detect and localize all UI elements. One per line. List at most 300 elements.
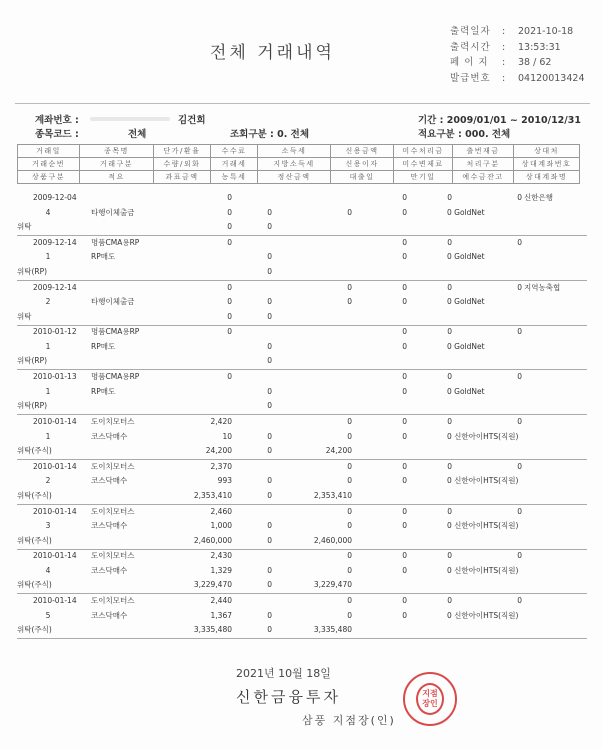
- cell-local-tax: 0: [347, 610, 352, 620]
- cell-taxable: 24,200: [205, 446, 232, 455]
- cell-type: RP매도: [91, 386, 116, 396]
- table-row: [17, 549, 587, 594]
- cell-date: 2010-01-14: [33, 461, 77, 471]
- cell-local-tax: [282, 340, 352, 354]
- cell-party-name: [524, 489, 602, 503]
- cell-credit-int: 0: [402, 252, 407, 262]
- cell-party-name: [524, 578, 602, 592]
- cell-party-name: [524, 265, 602, 279]
- cell-proc: 0 GoldNet: [447, 386, 485, 396]
- meta-issue-number: 발급번호 : 04120013424: [450, 71, 585, 87]
- cell-taxable: 2,353,410: [193, 490, 232, 500]
- cell-settle: 2,353,410: [313, 490, 352, 500]
- cell-income-tax: 0: [347, 461, 352, 471]
- cell-party-acct: [524, 340, 602, 354]
- cell-balance: [482, 534, 522, 548]
- cell-maturity: [417, 534, 452, 548]
- cell-party-name: [524, 534, 602, 548]
- cell-settle: 3,229,470: [313, 580, 352, 590]
- cell-name: 도이치모터스: [91, 417, 135, 426]
- cell-taxable: [177, 265, 232, 279]
- meta-value: 04120013424: [518, 72, 585, 84]
- cell-party: [524, 325, 602, 339]
- cell-maturity: [417, 310, 452, 324]
- cell-credit: 0: [402, 461, 407, 471]
- col-header: 미수변제료: [394, 158, 453, 171]
- cell-out: 0: [517, 506, 522, 516]
- cell-party-name: [524, 444, 602, 458]
- cell-balance: [482, 444, 522, 458]
- cell-income-tax: 0: [347, 282, 352, 292]
- cell-seq: 2: [45, 476, 51, 486]
- cell-trade-tax: 0: [267, 521, 272, 531]
- col-header: 상대처: [514, 145, 580, 158]
- header-row-3: [18, 171, 580, 184]
- cell-taxable: 3,229,470: [193, 580, 232, 590]
- meta-key: 출력일자: [450, 26, 491, 37]
- cell-income-tax: [282, 191, 352, 205]
- cell-agri-tax: 0: [267, 401, 272, 411]
- col-header: 거래세: [211, 158, 258, 171]
- cell-qty: 0: [227, 207, 232, 217]
- cell-trade-tax: 0: [267, 297, 272, 307]
- cell-agri-tax: 0: [267, 580, 272, 590]
- cell-settle: [282, 399, 352, 413]
- cell-qty: 1,000: [210, 521, 232, 531]
- cell-local-tax: 0: [347, 207, 352, 217]
- col-header: 처리구분: [453, 158, 514, 171]
- cell-agri-tax: 0: [267, 311, 272, 321]
- cell-type: 코스닥매수: [91, 565, 128, 575]
- cell-settle: [282, 265, 352, 279]
- cell-out: 0: [517, 417, 522, 426]
- cell-proc: 0 GoldNet: [447, 297, 485, 307]
- cell-qty: [177, 250, 232, 264]
- cell-name: 명품CMA용RP: [91, 372, 140, 382]
- cell-unpaid: 0: [447, 193, 452, 202]
- cell-party-name: [524, 623, 602, 637]
- cell-out: 0: [517, 596, 522, 606]
- cell-agri-tax: 0: [267, 356, 272, 366]
- cell-product: 위탁(RP): [17, 356, 48, 366]
- cell-seq: 1: [45, 386, 51, 396]
- cell-price: 2,370: [210, 461, 232, 471]
- col-header: 만기일: [394, 171, 453, 184]
- header-row-2: [18, 158, 580, 171]
- table-row: [17, 281, 587, 326]
- cell-income-tax: [282, 325, 352, 339]
- cell-unpaid: 0: [447, 551, 452, 561]
- cell-out: 0: [517, 372, 522, 382]
- cell-credit-int: 0: [402, 610, 407, 620]
- col-header: 미수처리금: [394, 145, 453, 158]
- cell-trade-tax: 0: [267, 341, 272, 351]
- col-header: 대출일: [331, 171, 394, 184]
- cell-party: [524, 415, 602, 429]
- cell-party: 지역농축협: [524, 282, 561, 292]
- summary-type: 적요구분 : 000. 전체: [418, 129, 511, 140]
- cell-product: 위탁(주식): [17, 580, 52, 590]
- cell-date: 2009-12-04: [33, 193, 77, 202]
- table-row: [17, 370, 587, 415]
- cell-settle: 24,200: [325, 446, 352, 455]
- cell-unpaid: 0: [447, 237, 452, 247]
- cell-taxable: [177, 399, 232, 413]
- cell-trade-tax: 0: [267, 476, 272, 486]
- cell-summary: [91, 444, 171, 458]
- cell-balance: [482, 310, 522, 324]
- table-row: [17, 236, 587, 281]
- cell-party-acct: [524, 295, 602, 309]
- meta-page: 페 이 지 : 38 / 62: [450, 55, 585, 71]
- table-row: [17, 325, 587, 370]
- cell-party: [524, 460, 602, 474]
- cell-local-tax: 0: [347, 476, 352, 486]
- cell-local-tax: 0: [347, 431, 352, 441]
- cell-proc: 0 GoldNet: [447, 207, 485, 217]
- meta-value: 13:53:31: [518, 41, 561, 53]
- cell-maturity: [417, 265, 452, 279]
- cell-out: 0: [517, 193, 522, 202]
- query-type: 조회구분 : 0. 전체: [230, 129, 310, 140]
- cell-trade-tax: 0: [267, 252, 272, 262]
- cell-type: 타행이체출금: [91, 297, 135, 307]
- cell-price: 0: [227, 327, 232, 337]
- cell-qty: [177, 340, 232, 354]
- cell-seq: 5: [45, 610, 51, 620]
- cell-seq: 1: [45, 341, 51, 351]
- cell-loan-date: [372, 623, 407, 637]
- cell-balance: [482, 623, 522, 637]
- cell-proc: 0 신한아이HTS(직원): [447, 521, 519, 531]
- cell-product: 위탁(주식): [17, 625, 52, 635]
- col-header: 소득세: [258, 145, 331, 158]
- cell-date: 2010-01-13: [33, 372, 77, 382]
- cell-fee: [232, 191, 272, 205]
- cell-name: 도이치모터스: [91, 551, 135, 561]
- cell-credit-int: 0: [402, 341, 407, 351]
- cell-party: [524, 236, 602, 250]
- col-header: 단가/환율: [154, 145, 211, 158]
- col-header: 예수금잔고: [453, 171, 514, 184]
- cell-party-acct: [524, 250, 602, 264]
- cell-credit: 0: [402, 282, 407, 292]
- cell-party-name: [524, 220, 602, 234]
- cell-summary: [91, 220, 171, 234]
- official-seal-icon: [403, 672, 457, 726]
- cell-summary: [91, 534, 171, 548]
- cell-type: 코스닥매수: [91, 521, 128, 531]
- cell-credit-int: 0: [402, 521, 407, 531]
- cell-loan-date: [372, 354, 407, 368]
- cell-loan-date: [372, 220, 407, 234]
- cell-credit-int: 0: [402, 476, 407, 486]
- cell-qty: [177, 385, 232, 399]
- cell-credit-int: 0: [402, 565, 407, 575]
- cell-unpaid: 0: [447, 461, 452, 471]
- cell-party-acct: [524, 430, 602, 444]
- cell-income-tax: 0: [347, 417, 352, 426]
- cell-unpaid: 0: [447, 417, 452, 426]
- cell-party: [524, 594, 602, 608]
- cell-party-name: [524, 354, 602, 368]
- table-row: [17, 505, 587, 550]
- cell-qty: 10: [222, 431, 232, 441]
- cell-summary: [91, 354, 171, 368]
- col-header: 상품구분: [18, 171, 80, 184]
- cell-unpaid: 0: [447, 596, 452, 606]
- cell-loan-date: [372, 489, 407, 503]
- cell-name: 도이치모터스: [91, 596, 135, 606]
- cell-party-acct: [524, 474, 602, 488]
- cell-balance: [482, 578, 522, 592]
- meta-value: 2021-10-18: [518, 26, 574, 37]
- cell-local-tax: 0: [347, 565, 352, 575]
- cell-price: 2,430: [210, 551, 232, 561]
- table-row: [17, 594, 587, 639]
- cell-taxable: 2,460,000: [193, 535, 232, 545]
- col-header: 농특세: [211, 171, 258, 184]
- cell-taxable: 0: [227, 311, 232, 321]
- stock-code-label: 종목코드 :: [35, 129, 79, 140]
- cell-product: 위탁: [17, 311, 32, 321]
- cell-product: 위탁: [17, 222, 32, 231]
- cell-summary: [91, 489, 171, 503]
- col-header: 과표금액: [154, 171, 211, 184]
- divider: [15, 103, 590, 104]
- cell-maturity: [417, 444, 452, 458]
- cell-summary: [91, 578, 171, 592]
- col-header: 상대계좌명: [514, 171, 580, 184]
- cell-fee: [232, 594, 272, 608]
- cell-party-acct: [524, 564, 602, 578]
- cell-trade-tax: 0: [267, 386, 272, 396]
- cell-proc: 0 신한아이HTS(직원): [447, 565, 519, 575]
- cell-type: 타행이체출금: [91, 207, 135, 217]
- cell-income-tax: 0: [347, 551, 352, 561]
- cell-party-name: [524, 310, 602, 324]
- period: 기간 : 2009/01/01 ~ 2010/12/31: [418, 115, 581, 126]
- cell-seq: 4: [45, 207, 51, 217]
- cell-maturity: [417, 399, 452, 413]
- cell-loan-date: [372, 444, 407, 458]
- cell-seq: 2: [45, 297, 51, 307]
- cell-qty: 0: [227, 297, 232, 307]
- cell-seq: 1: [45, 252, 51, 262]
- cell-name: 명품CMA용RP: [91, 237, 140, 247]
- cell-fee: [232, 370, 272, 384]
- col-header: 상대계좌번호: [514, 158, 580, 171]
- cell-maturity: [417, 623, 452, 637]
- cell-local-tax: [282, 385, 352, 399]
- col-header: 종목명: [80, 145, 154, 158]
- col-header: 적요: [80, 171, 154, 184]
- cell-agri-tax: 0: [267, 490, 272, 500]
- cell-fee: [232, 236, 272, 250]
- cell-balance: [482, 354, 522, 368]
- cell-trade-tax: 0: [267, 610, 272, 620]
- cell-party: [524, 370, 602, 384]
- cell-name: 도이치모터스: [91, 461, 135, 471]
- col-header: 지방소득세: [258, 158, 331, 171]
- cell-name: [91, 191, 171, 205]
- cell-summary: [91, 310, 171, 324]
- cell-taxable: 3,335,480: [193, 625, 232, 635]
- cell-unpaid: 0: [447, 327, 452, 337]
- cell-fee: [232, 281, 272, 295]
- cell-trade-tax: 0: [267, 207, 272, 217]
- column-header-table: [17, 144, 580, 184]
- cell-date: 2010-01-14: [33, 596, 77, 606]
- cell-out: 0: [517, 327, 522, 337]
- cell-summary: [91, 623, 171, 637]
- account-label: 계좌번호 :: [35, 115, 79, 126]
- issue-date: 2021년 10월 18일: [236, 667, 331, 680]
- cell-settle: [282, 220, 352, 234]
- cell-settle: 2,460,000: [313, 535, 352, 545]
- cell-credit: 0: [402, 193, 407, 202]
- cell-taxable: [177, 354, 232, 368]
- seal-text: 지점: [422, 689, 438, 698]
- cell-proc: 0 신한아이HTS(직원): [447, 431, 519, 441]
- cell-loan-date: [372, 534, 407, 548]
- cell-price: 2,420: [210, 417, 232, 426]
- meta-print-time: 출력시간 : 13:53:31: [450, 40, 585, 56]
- cell-local-tax: [282, 250, 352, 264]
- cell-product: 위탁(주식): [17, 490, 52, 500]
- cell-unpaid: 0: [447, 506, 452, 516]
- col-header: 거래순번: [18, 158, 80, 171]
- cell-qty: 1,329: [210, 565, 232, 575]
- cell-balance: [482, 265, 522, 279]
- cell-date: 2010-01-14: [33, 506, 77, 516]
- cell-proc: 0 신한아이HTS(직원): [447, 610, 519, 620]
- cell-price: 0: [227, 237, 232, 247]
- cell-balance: [482, 220, 522, 234]
- cell-fee: [232, 460, 272, 474]
- cell-name: 도이치모터스: [91, 506, 135, 516]
- cell-trade-tax: 0: [267, 565, 272, 575]
- meta-value: 38 / 62: [518, 57, 552, 68]
- cell-summary: [91, 265, 171, 279]
- cell-settle: 3,335,480: [313, 625, 352, 635]
- table-row: [17, 460, 587, 505]
- cell-maturity: [417, 354, 452, 368]
- cell-date: 2010-01-14: [33, 417, 77, 426]
- cell-credit: 0: [402, 237, 407, 247]
- cell-maturity: [417, 489, 452, 503]
- cell-seq: 4: [45, 565, 51, 575]
- cell-credit: 0: [402, 417, 407, 426]
- cell-name: 명품CMA용RP: [91, 327, 140, 337]
- cell-price: 0: [227, 193, 232, 202]
- cell-party: [524, 549, 602, 563]
- col-header: 수수료: [211, 145, 258, 158]
- cell-out: 0: [517, 551, 522, 561]
- cell-seq: 3: [45, 521, 51, 531]
- cell-out: 0: [517, 237, 522, 247]
- table-row: [17, 191, 587, 236]
- cell-date: 2010-01-14: [33, 551, 77, 561]
- cell-price: 2,460: [210, 506, 232, 516]
- print-meta: [450, 24, 585, 86]
- cell-party: 신한은행: [524, 193, 553, 202]
- cell-party-acct: [524, 206, 602, 220]
- cell-balance: [482, 399, 522, 413]
- col-header: 신용이자: [331, 158, 394, 171]
- cell-income-tax: [282, 370, 352, 384]
- cell-fee: [232, 415, 272, 429]
- cell-income-tax: 0: [347, 506, 352, 516]
- cell-agri-tax: 0: [267, 625, 272, 635]
- cell-loan-date: [372, 310, 407, 324]
- meta-key: 발급번호: [450, 72, 491, 84]
- col-header: 수량/외화: [154, 158, 211, 171]
- cell-income-tax: 0: [347, 596, 352, 606]
- cell-price: 0: [227, 372, 232, 382]
- cell-type: 코스닥매수: [91, 476, 128, 486]
- cell-agri-tax: 0: [267, 535, 272, 545]
- cell-type: RP매도: [91, 252, 116, 262]
- cell-balance: [482, 489, 522, 503]
- cell-agri-tax: 0: [267, 266, 272, 276]
- cell-type: RP매도: [91, 341, 116, 351]
- cell-seq: 1: [45, 431, 51, 441]
- col-header: 출번재금: [453, 145, 514, 158]
- branch-manager: 삼풍 지점장(인): [302, 714, 396, 727]
- cell-date: 2010-01-12: [33, 327, 77, 337]
- cell-fee: [232, 325, 272, 339]
- cell-loan-date: [372, 265, 407, 279]
- cell-out: 0: [517, 461, 522, 471]
- meta-key: 출력시간: [450, 41, 491, 53]
- cell-party: [524, 505, 602, 519]
- cell-fee: [232, 505, 272, 519]
- cell-price: 2,440: [210, 596, 232, 606]
- meta-key: 페 이 지: [450, 57, 489, 68]
- cell-agri-tax: 0: [267, 446, 272, 455]
- cell-taxable: 0: [227, 222, 232, 231]
- cell-trade-tax: 0: [267, 431, 272, 441]
- cell-local-tax: 0: [347, 297, 352, 307]
- cell-credit-int: 0: [402, 297, 407, 307]
- cell-type: 코스닥매수: [91, 431, 128, 441]
- cell-proc: 0 GoldNet: [447, 341, 485, 351]
- cell-name: [91, 281, 171, 295]
- cell-credit: 0: [402, 372, 407, 382]
- cell-loan-date: [372, 578, 407, 592]
- cell-product: 위탁(RP): [17, 401, 48, 411]
- cell-party-acct: [524, 609, 602, 623]
- cell-income-tax: [282, 236, 352, 250]
- cell-credit: 0: [402, 596, 407, 606]
- cell-product: 위탁(RP): [17, 266, 48, 276]
- cell-date: 2009-12-14: [33, 282, 77, 292]
- cell-settle: [282, 310, 352, 324]
- cell-party-acct: [524, 519, 602, 533]
- stock-code-value: 전체: [128, 129, 147, 140]
- cell-credit: 0: [402, 506, 407, 516]
- cell-maturity: [417, 578, 452, 592]
- cell-qty: 1,367: [210, 610, 232, 620]
- table-row: [17, 415, 587, 460]
- redacted-account-number: [90, 117, 170, 121]
- cell-party-name: [524, 399, 602, 413]
- cell-out: 0: [517, 282, 522, 292]
- cell-product: 위탁(주식): [17, 446, 52, 455]
- col-header: 거래구분: [80, 158, 154, 171]
- account-holder: 김건희: [178, 115, 206, 126]
